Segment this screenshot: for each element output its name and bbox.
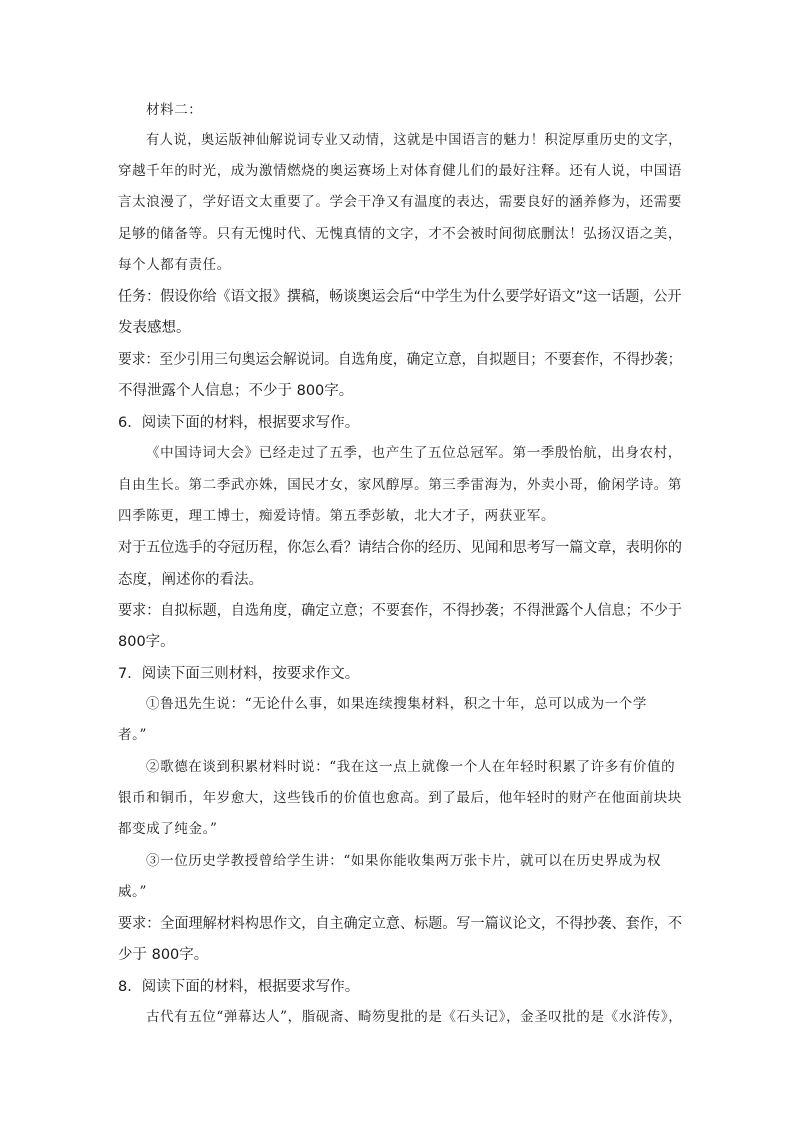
requirement-line: 要求：至少引用三句奥运会解说词。自选角度，确定立意，自拟题目；不要套作，不得抄袭； [118,352,682,368]
question-6-heading: 6．阅读下面的材料，根据要求写作。 [118,415,360,431]
text-line: 每个人都有责任。 [118,257,231,273]
text-line: 有人说，奥运版神仙解说词专业又动情，这就是中国语言的魅力！积淀厚重历史的文字， [146,132,682,148]
text-line: 《中国诗词大会》已经走过了五季，也产生了五位总冠军。第一季殷怡航，出身农村， [146,445,682,461]
requirement-line: 要求：全面理解材料构思作文，自主确定立意、标题。写一篇议论文，不得抄袭、套作，不 [118,916,682,932]
text-line: 都变成了纯金。” [118,821,218,837]
text-line: ③一位历史学教授曾给学生讲：“如果你能收集两万张卡片，就可以在历史界成为权 [146,853,662,869]
text-line: 态度，阐述你的看法。 [118,572,263,588]
text-line: 威。” [118,884,147,900]
text-line: 发表感想。 [118,320,191,336]
text-line: 少于 800字。 [118,947,209,963]
text-line: ②歌德在谈到积累材料时说：“我在这一点上就像一个人在年轻时积累了许多有价值的 [146,759,676,775]
question-7-heading: 7．阅读下面三则材料，按要求作文。 [118,666,360,682]
question-8-heading: 8．阅读下面的材料，根据要求写作。 [118,979,360,995]
material-two-heading: 材料二： [146,102,203,118]
text-line: ①鲁迅先生说：“无论什么事，如果连续搜集材料，积之十年，总可以成为一个学 [146,696,648,712]
text-line: 言太浪漫了，学好语文太重要了。学会干净又有温度的表达，需要良好的涵养修为，还需要 [118,194,682,210]
text-line: 自由生长。第二季武亦姝，国民才女，家风醇厚。第三季雷海为，外卖小哥，偷闲学诗。第 [118,477,682,493]
task-line: 任务：假设你给《语文报》撰稿，畅谈奥运会后“中学生为什么要学好语文”这一话题，公开 [118,289,682,305]
text-line: 足够的储备等。只有无愧时代、无愧真情的文字，才不会被时间彻底删汰！弘扬汉语之美， [118,226,682,242]
text-line: 四季陈更，理工博士，痴爱诗情。第五季彭敏，北大才子，两获亚军。 [118,508,556,524]
text-line: 对于五位选手的夺冠历程，你怎么看？请结合你的经历、见闻和思考写一篇文章，表明你的 [118,540,682,556]
text-line: 银币和铜币，年岁愈大，这些钱币的价值也愈高。到了最后，他年轻时的财产在他面前块块 [118,790,682,806]
text-line: 穿越千年的时光，成为激情燃烧的奥运赛场上对体育健儿们的最好注释。还有人说，中国语 [118,163,682,179]
text-line: 800字。 [118,634,175,650]
text-line: 不得泄露个人信息；不少于 800字。 [118,383,354,399]
requirement-line: 要求：自拟标题，自选角度，确定立意；不要套作，不得抄袭；不得泄露个人信息；不少于 [118,603,682,619]
text-line: 古代有五位“弹幕达人”，脂砚斋、畸笏叟批的是《石头记》，金圣叹批的是《水浒传》， [146,1009,683,1025]
text-line: 者。” [118,727,147,743]
